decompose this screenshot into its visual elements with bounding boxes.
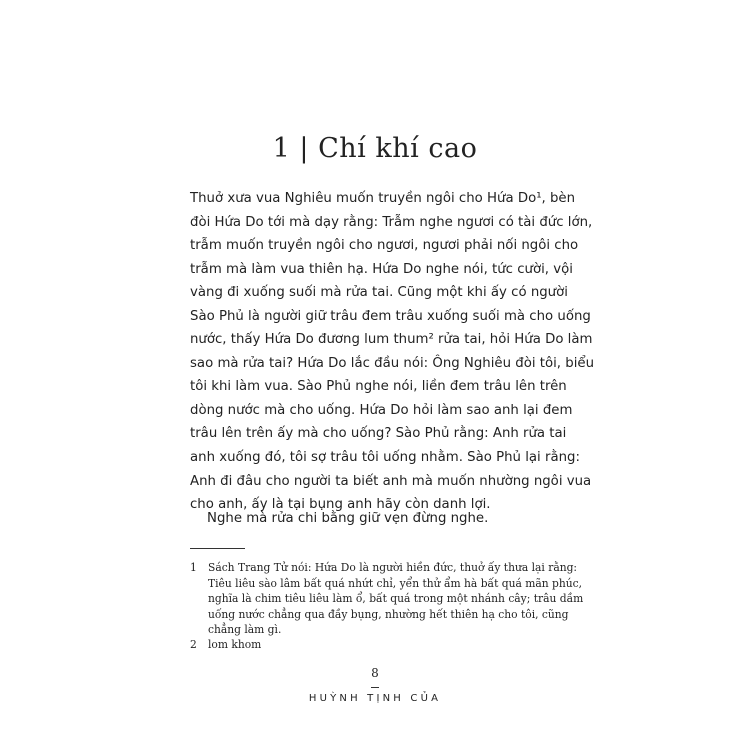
footnote-line: chẳng làm gì. [208,623,282,637]
footnote-number: 1 [190,561,197,574]
closing-line: Nghe mà rửa chi bằng giữ vẹn đừng nghe. [207,511,489,526]
footnote-line: Sách Trang Tử nói: Hứa Do là người hiền đức, thuở ấy thưa lại rằng: [208,561,578,574]
footnote-line: Tiêu liêu sào lâm bất quá nhứt chỉ, yển thử ẩm hà bất quá mãn phúc, [208,576,583,590]
body-line: sao mà rửa tai? Hứa Do lắc đầu nói: Ông Nghiêu đòi tôi, biểu [190,355,595,371]
page-number-dash [371,687,379,688]
body-line: trẫm muốn truyền ngôi cho ngươi, ngươi phải nối ngôi cho [190,238,579,254]
footnote-number: 2 [190,638,197,651]
body-paragraph [190,187,595,517]
footnote-line: lom khom [208,638,262,651]
footnote-line: nghĩa là chim tiêu liêu làm ổ, bất quá trong một nhánh cây; trâu dầm [208,592,584,606]
body-line: Thuở xưa vua Nghiêu muốn truyền ngôi cho Hứa Do¹, bèn [190,191,576,206]
body-line: Sào Phủ là người giữ trâu đem trâu xuống suối mà cho uống [190,308,591,324]
body-line: dòng nước mà cho uống. Hứa Do hỏi làm sao anh lại đem [190,402,573,418]
body-line: đòi Hứa Do tới mà dạy rằng: Trẫm nghe ngươi có tài đức lớn, [190,214,593,230]
body-line: Anh đi đâu cho người ta biết anh mà muốn nhường ngôi vua [190,473,592,489]
chapter-title: 1 | Chí khí cao [272,133,478,164]
footnote-line: uống nước chẳng qua đầy bụng, nhường hết thiên hạ cho tôi, cũng [208,607,569,621]
page-number: 8 [371,666,379,680]
body-line: nước, thấy Hứa Do đương lum thum² rửa tai, hỏi Hứa Do làm [190,332,593,348]
running-footer-author: HUỲNH TỊNH CỦA [308,693,442,704]
body-line: anh xuống đó, tôi sợ trâu tôi uống nhằm. Sào Phủ lại rằng: [190,450,580,466]
footnote-divider [190,548,245,549]
body-line: trẫm mà làm vua thiên hạ. Hứa Do nghe nói, tức cười, vội [190,261,573,277]
body-line: cho anh, ấy là tại bụng anh hãy còn danh lợi. [190,497,491,513]
body-line: tôi khi làm vua. Sào Phủ nghe nói, liền đem trâu lên trên [190,379,567,395]
body-line: trâu lên trên ấy mà cho uống? Sào Phủ rằng: Anh rửa tai [190,426,567,442]
body-line: vàng đi xuống suối mà rửa tai. Cũng một khi ấy có người [190,285,568,301]
